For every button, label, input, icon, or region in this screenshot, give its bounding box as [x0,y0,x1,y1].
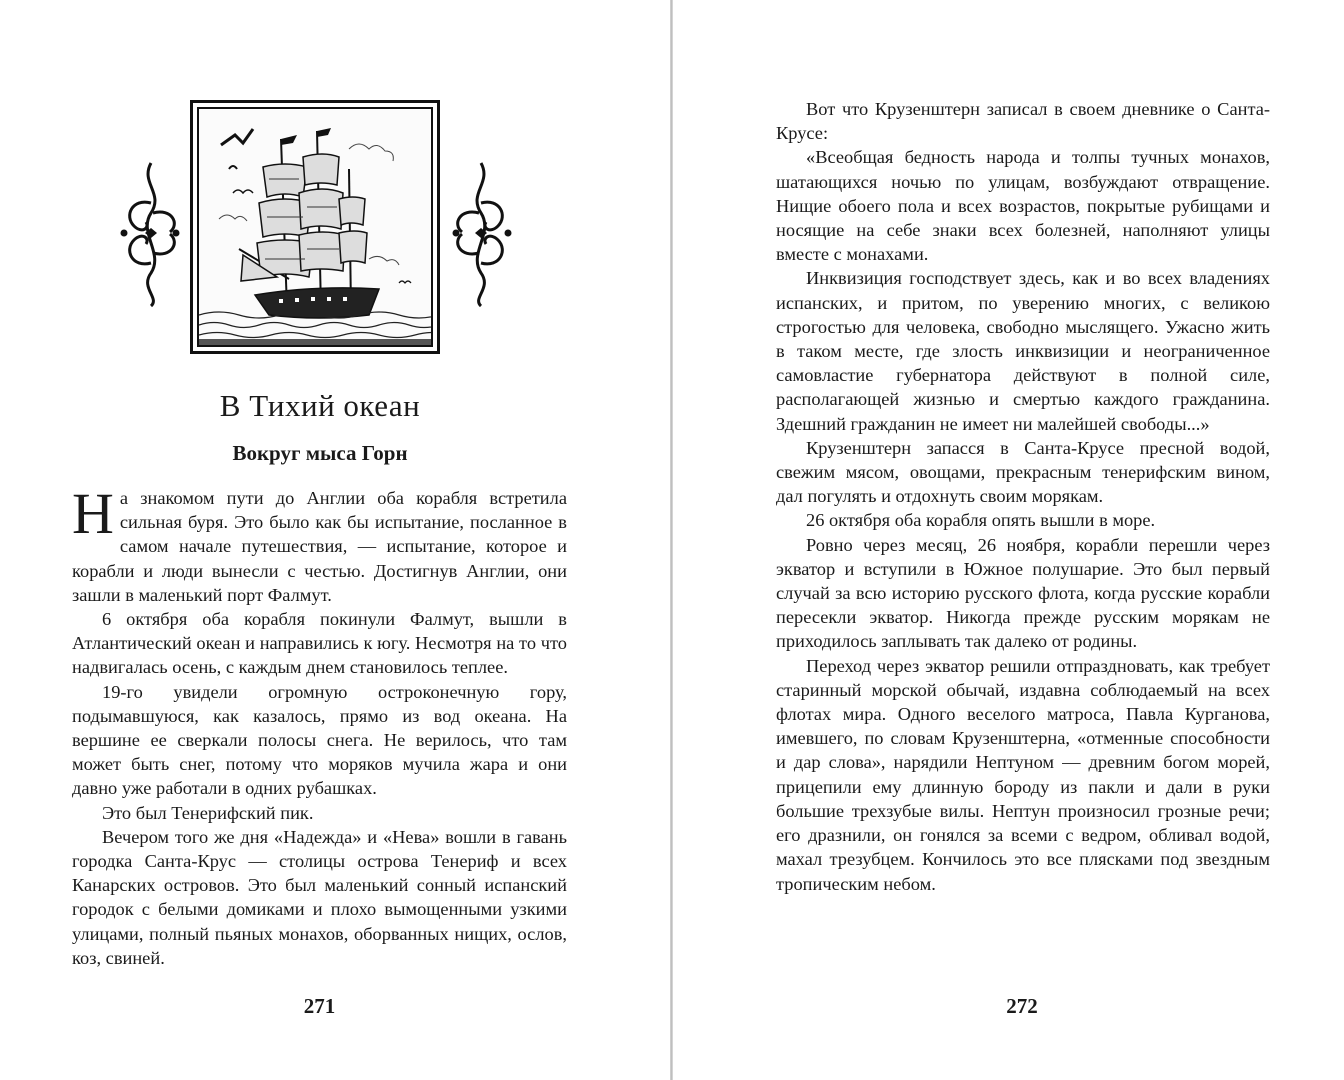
sailing-ship-icon [199,109,431,345]
paragraph: Переход через экватор решили отпраздновать, как требует старинный морской обычай, издавна соблюдаемый на всех флотах мира. Одного веселого матроса, Павла Курганова, имевшего, по словам Крузенштерна, «отменные способности и дар слова», нарядили Нептуном — древним богом морей, прицепили ему длинную бороду из пакли и дали в руки большие трехзубые вилы. Нептун произносил грозные речи; его дразнили, он гонялся за всеми с ведром, обливал водой, махал трезубцем. Кончилось это все плясками под звездным тропическим небом. [776,655,1270,894]
scroll-ornament-icon [120,158,182,308]
paragraph: «Всеобщая бедность народа и толпы тучных монахов, шатающихся ночью по улицам, возбуждают отвращение. Нищие обоего пола и всех возрастов, покрытые рубищами и носящие на себе знаки всех болезней, наполняют улицы вместе с монахами. [776,147,1270,265]
drop-cap: Н [72,481,114,546]
page-number: 271 [303,994,336,1018]
paragraph: Вечером того же дня «Надежда» и «Нева» вошли в гавань городка Санта-Крус — столицы острова Тенериф и всех Канарских островов. Это был маленький сонный испанский городок с белыми домиками и плохо вымощенными узкими улицами, полный пьяных монахов, оборванных нищих, ослов, коз, свиней. [72,826,567,968]
illustration-frame [190,100,440,354]
chapter-vignette [120,100,512,360]
right-page [672,0,1344,1080]
paragraph: Ровно через месяц, 26 ноября, корабли перешли через экватор и вступили в Южное полушарие. Это был первый случай за всю историю русского флота, когда русские корабли пересекли экватор. Никогда прежде русским морякам не приходилось заплывать так далеко от родины. [776,534,1270,652]
paragraph: Крузенштерн запасся в Санта-Крусе пресной водой, свежим мясом, овощами, прекрасным тенерифским вином, дал погулять и отдохнуть своим морякам. [776,437,1270,507]
paragraph: 19-го увидели огромную остроконечную гору, подымавшуюся, как казалось, прямо из вод океана. На вершине ее сверкали полосы снега. Не верилось, что там может быть снег, потому что моряков мучила жара и они давно уже работали в одних рубашках. [72,681,567,799]
chapter-title: В Тихий океан [219,388,421,423]
paragraph: Инквизиция господствует здесь, как и во всех владениях испанских, и притом, по уверению многих, с великою строгостью для человека, свободно мыслящего. Ужасно жить в таком месте, где злость инквизиции и неограниченное самовластие губернатора действуют в полной силе, располагающей жизнью и смертью каждого гражданина. Здешний гражданин не имеет ни малейшей свободы...» [776,268,1270,434]
right-page-text [776,97,1270,896]
chapter-subtitle: Вокруг мыса Горн [232,441,408,465]
paragraph: Это был Тенерифский пик. [102,802,314,823]
paragraph: 26 октября оба корабля опять вышли в море. [806,510,1156,531]
left-page-text [72,481,567,970]
scroll-ornament-icon [450,158,512,308]
page-number: 272 [1006,994,1038,1018]
left-page [0,0,671,1080]
paragraph: На знакомом пути до Англии оба корабля встретила сильная буря. Это было как бы испытание, посланное в самом начале путешествия, — испытание, которое и корабли и люди вынесли с честью. Достигнув Англии, они зашли в маленький порт Фалмут. [72,481,567,605]
paragraph: 6 октября оба корабля покинули Фалмут, вышли в Атлантический океан и направились к югу. Несмотря на то что надвигалась осень, с каждым днем становилось теплее. [72,609,567,678]
paragraph: Вот что Крузенштерн записал в своем дневнике о Санта-Крусе: [776,99,1270,144]
